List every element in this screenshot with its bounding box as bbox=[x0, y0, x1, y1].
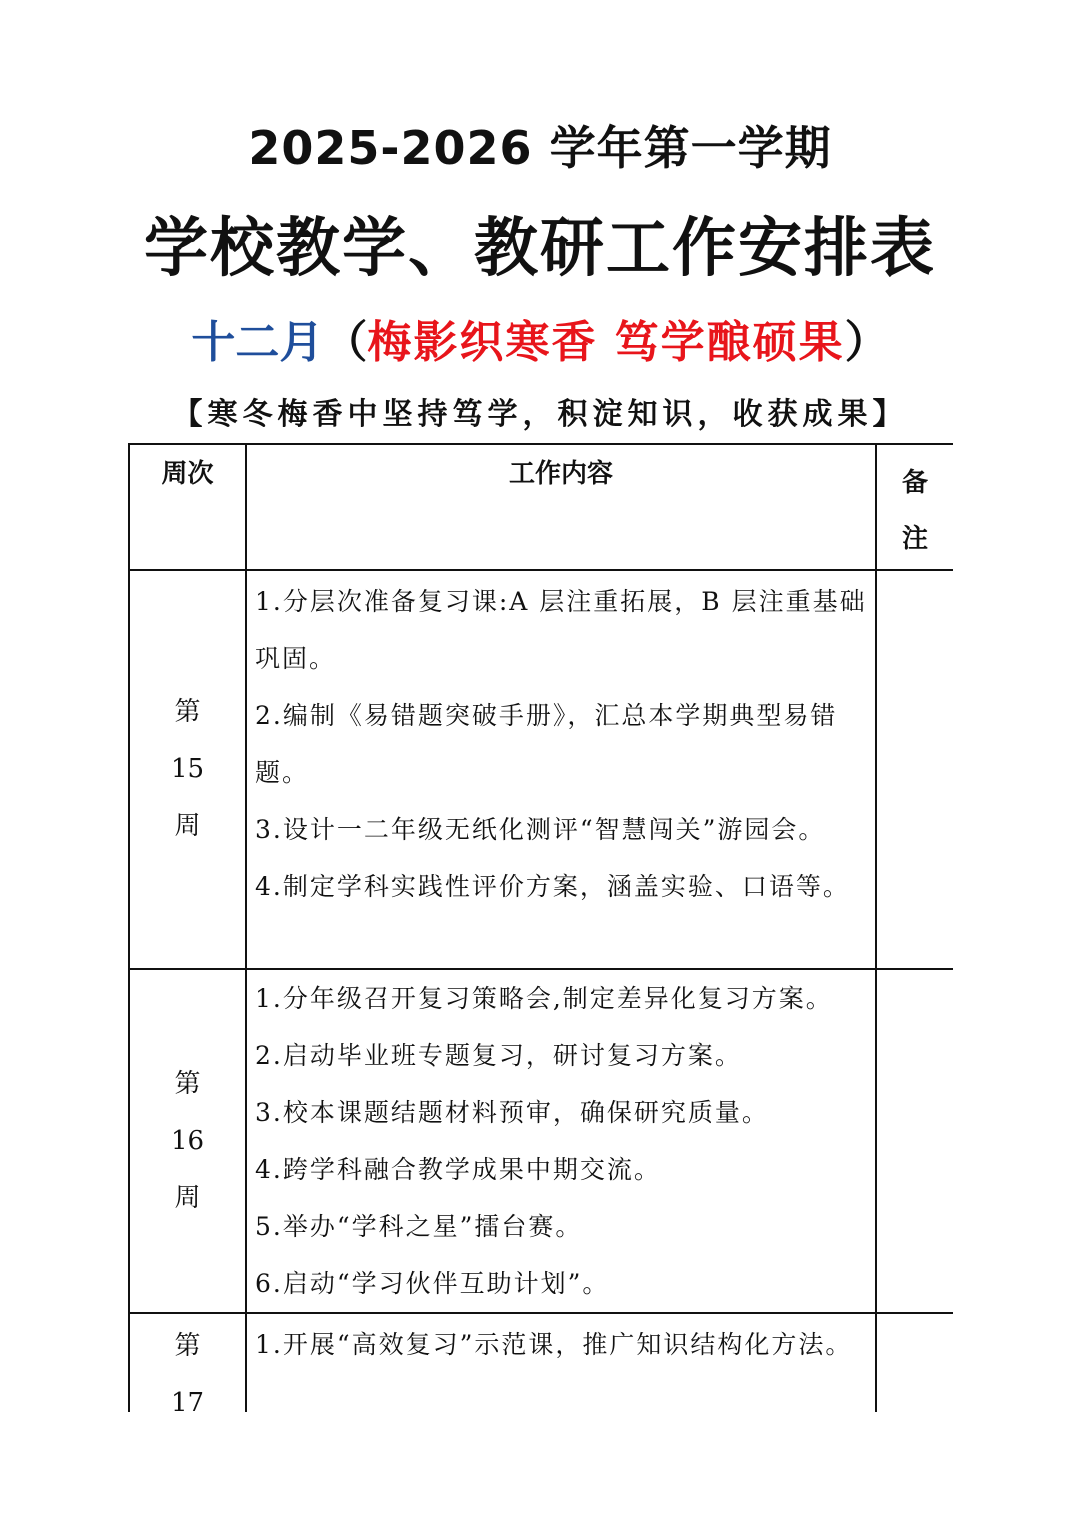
work-item: 2.编制《易错题突破手册》，汇总本学期典型易错题。 bbox=[255, 701, 838, 787]
content-cell bbox=[246, 570, 876, 969]
content-cell bbox=[246, 969, 876, 1313]
work-item: 6.启动“学习伙伴互助计划”。 bbox=[255, 1269, 610, 1298]
week-char: 第 bbox=[174, 1331, 201, 1361]
week-char: 周 bbox=[174, 1182, 201, 1213]
week-number: 17 bbox=[170, 1388, 205, 1412]
paren-open: （ bbox=[323, 317, 368, 368]
month-name: 十二月 bbox=[191, 317, 324, 368]
week-char: 周 bbox=[174, 811, 201, 841]
week-char: 第 bbox=[174, 1068, 201, 1099]
week-char: 第 bbox=[174, 697, 201, 727]
work-item: 1.开展“高效复习”示范课，推广知识结构化方法。 bbox=[255, 1330, 853, 1359]
header-note-char: 注 bbox=[901, 524, 928, 554]
work-item: 4.跨学科融合教学成果中期交流。 bbox=[255, 1155, 661, 1184]
work-item: 3.校本课题结题材料预审，确保研究质量。 bbox=[255, 1098, 769, 1127]
motto: 【寒冬梅香中坚持笃学，积淀知识，收获成果】 bbox=[172, 397, 908, 432]
work-item: 1.分年级召开复习策略会,制定差异化复习方案。 bbox=[255, 984, 833, 1013]
header-content: 工作内容 bbox=[246, 444, 876, 570]
table-header-row bbox=[129, 444, 953, 570]
week-number: 15 bbox=[170, 754, 205, 784]
header-note-char: 备 bbox=[901, 468, 928, 498]
table-row bbox=[129, 969, 953, 1313]
work-item: 1.分层次准备复习课:A 层注重拓展，B 层注重基础巩固。 bbox=[255, 587, 867, 673]
table-row bbox=[129, 570, 953, 969]
week-cell bbox=[129, 570, 246, 969]
work-item: 5.举办“学科之星”擂台赛。 bbox=[255, 1212, 583, 1241]
week-number: 16 bbox=[170, 1125, 205, 1156]
week-cell bbox=[129, 1313, 246, 1412]
month-theme: 梅影织寒香 笃学酿硕果 bbox=[367, 317, 845, 368]
week-cell bbox=[129, 969, 246, 1313]
main-title: 学校教学、教研工作安排表 bbox=[144, 212, 936, 286]
schedule-table bbox=[128, 443, 953, 1412]
note-cell bbox=[876, 1313, 953, 1412]
work-item: 2.启动毕业班专题复习，研讨复习方案。 bbox=[255, 1041, 742, 1070]
month-heading bbox=[0, 312, 1080, 374]
work-item: 4.制定学科实践性评价方案，涵盖实验、口语等。 bbox=[255, 872, 850, 901]
year-title: 2025-2026 学年第一学期 bbox=[248, 121, 832, 175]
note-cell bbox=[876, 969, 953, 1313]
content-cell bbox=[246, 1313, 876, 1412]
work-item: 3.设计一二年级无纸化测评“智慧闯关”游园会。 bbox=[255, 815, 826, 844]
paren-close: ） bbox=[844, 317, 889, 368]
schedule-table-container bbox=[128, 443, 953, 1412]
table-row bbox=[129, 1313, 953, 1412]
note-cell bbox=[876, 570, 953, 969]
header-week: 周次 bbox=[129, 444, 246, 570]
header-note bbox=[876, 444, 953, 570]
